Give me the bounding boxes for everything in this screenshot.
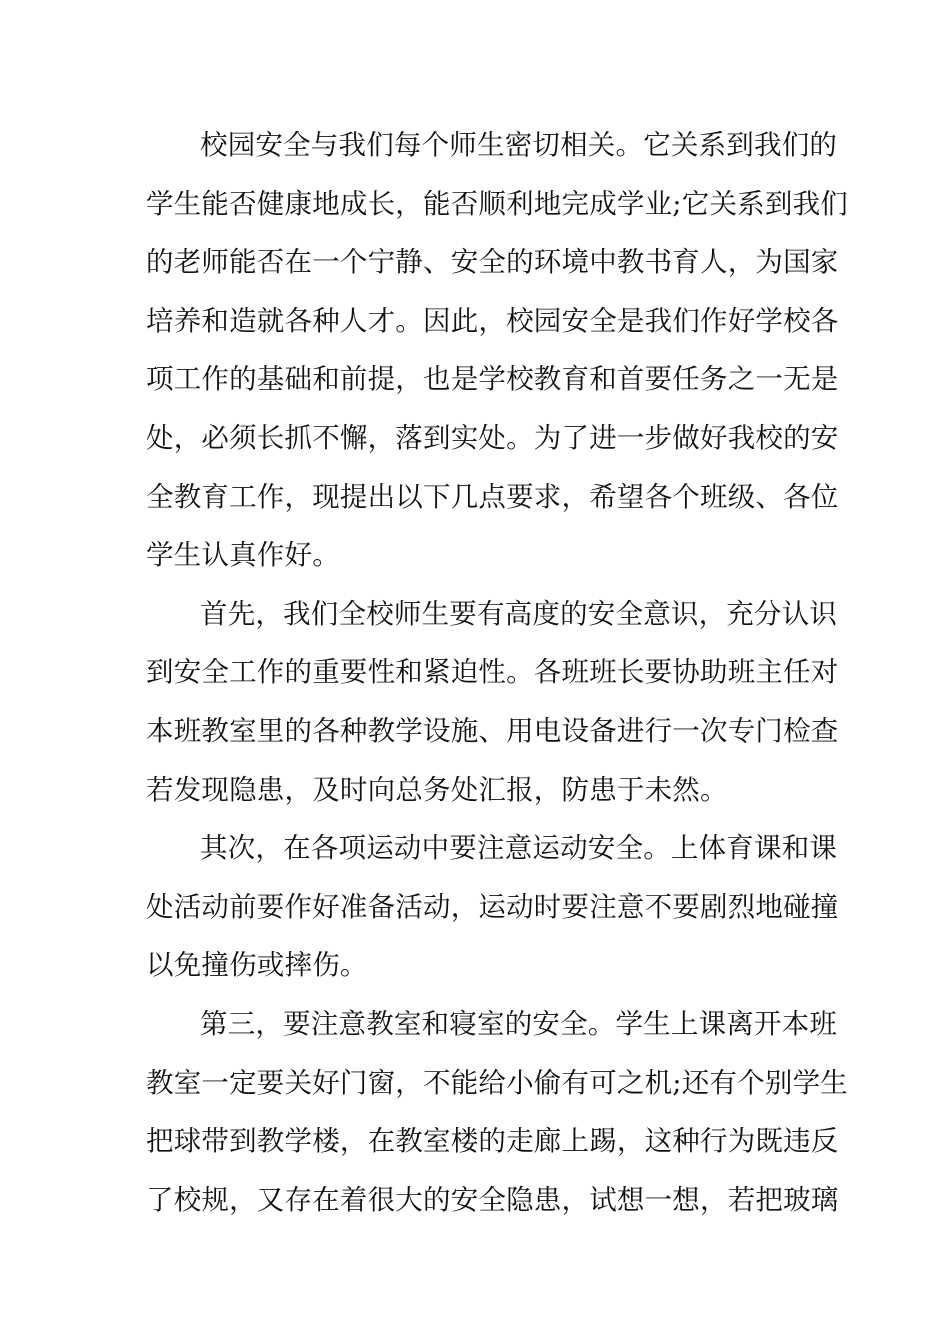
document-body xyxy=(146,116,848,1229)
text-line: 项工作的基础和前提，也是学校教育和首要任务之一无是 xyxy=(146,363,839,396)
text-line: 本班教室里的各种教学设施、用电设备进行一次专门检查 xyxy=(146,714,839,747)
text-line: 首先，我们全校师生要有高度的安全意识，充分认识 xyxy=(200,597,838,630)
text-line: 了校规，又存在着很大的安全隐患，试想一想，若把玻璃 xyxy=(146,1183,839,1216)
text-line: 处，必须长抓不懈，落到实处。为了进一步做好我校的安 xyxy=(146,421,839,454)
text-line: 学生认真作好。 xyxy=(146,539,340,572)
text-line: 其次，在各项运动中要注意运动安全。上体育课和课 xyxy=(200,832,838,865)
text-line: 学生能否健康地成长，能否顺利地完成学业;它关系到我们 xyxy=(146,187,848,220)
text-line: 到安全工作的重要性和紧迫性。各班班长要协助班主任对 xyxy=(146,656,839,689)
text-line: 第三，要注意教室和寝室的安全。学生上课离开本班 xyxy=(200,1007,838,1040)
text-line: 若发现隐患，及时向总务处汇报，防患于未然。 xyxy=(146,773,728,806)
text-line: 以免撞伤或摔伤。 xyxy=(146,949,368,982)
text-line: 校园安全与我们每个师生密切相关。它关系到我们的 xyxy=(200,129,838,161)
text-line: 教室一定要关好门窗，不能给小偷有可之机;还有个别学生 xyxy=(146,1066,848,1099)
text-line: 把球带到教学楼，在教室楼的走廊上踢，这种行为既违反 xyxy=(146,1125,839,1158)
text-line: 全教育工作，现提出以下几点要求，希望各个班级、各位 xyxy=(146,480,839,513)
text-line: 处活动前要作好准备活动，运动时要注意不要剧烈地碰撞 xyxy=(146,890,839,923)
text-line: 培养和造就各种人才。因此，校园安全是我们作好学校各 xyxy=(146,304,839,337)
text-line: 的老师能否在一个宁静、安全的环境中教书育人，为国家 xyxy=(146,246,839,279)
